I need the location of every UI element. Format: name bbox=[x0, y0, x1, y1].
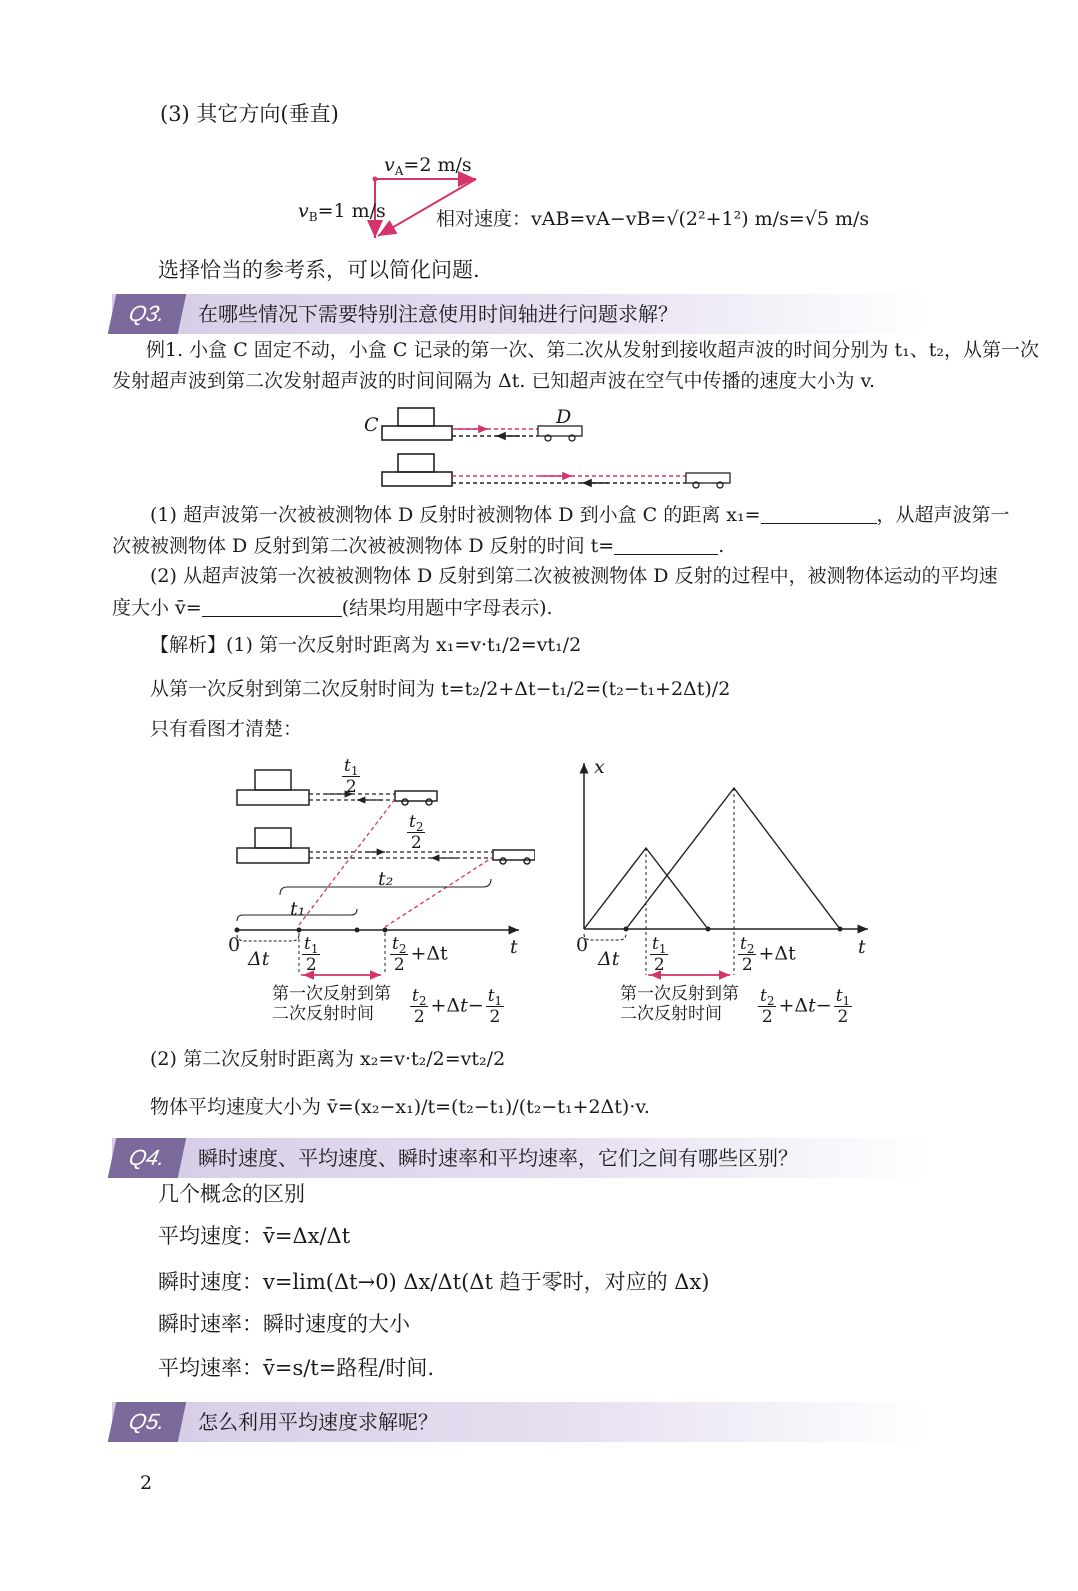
label-zero: 0 bbox=[228, 934, 241, 956]
va-label: $v_A=2$ m/s bbox=[384, 154, 472, 178]
tick-t1-half: $\frac{t_1}{2}$ bbox=[304, 934, 319, 975]
tick-t2-half-dt-right: $\frac{t_2}{2}$ +Δt bbox=[740, 934, 796, 975]
page-number: 2 bbox=[140, 1472, 153, 1494]
label-t2-half: $\frac{t_2}{2}$ bbox=[409, 812, 424, 853]
inst-velocity-def: 瞬时速度：v=lim(Δt→0) Δx/Δt(Δt 趋于零时，对应的 Δx) bbox=[158, 1270, 710, 1294]
example-line-1: 例1. 小盒 C 固定不动，小盒 C 记录的第一次、第二次从发射到接收超声波的时间分别为 t₁、t₂，从第一次 bbox=[146, 339, 1039, 361]
label-t2: t₂ bbox=[378, 868, 394, 890]
q3-title: 在哪些情况下需要特别注意使用时间轴进行问题求解？ bbox=[198, 302, 678, 326]
car-d-bottom bbox=[686, 473, 730, 488]
question-2-cont: 度大小 v̄= (结果均用题中字母表示). bbox=[112, 597, 553, 619]
tick-t2-half-dt: $\frac{t_2}{2}$ +Δt bbox=[392, 934, 448, 975]
label-t-axis: t bbox=[510, 936, 518, 958]
example-line-2: 发射超声波到第二次发射超声波的时间间隔为 Δt. 已知超声波在空气中传播的速度大小为 v. bbox=[112, 370, 876, 392]
q4-tag: Q4. bbox=[108, 1138, 187, 1178]
label-dt-right: Δt bbox=[598, 948, 620, 970]
analysis-2: 从第一次反射到第二次反射时间为 t=t₂/2+Δt−t₁/2=(t₂−t₁+2Δt)/2 bbox=[150, 678, 731, 700]
caption-right-formula: $\frac{t_2}{2}$ +Δt− $\frac{t_1}{2}$ bbox=[760, 986, 851, 1027]
avg-speed-def: 平均速率：v̄=s/t=路程/时间. bbox=[158, 1356, 435, 1380]
label-t1: t₁ bbox=[290, 898, 306, 920]
label-x-axis: x bbox=[594, 756, 605, 778]
label-zero-right: 0 bbox=[576, 934, 589, 956]
q3-header bbox=[112, 294, 932, 334]
q4-intro: 几个概念的区别 bbox=[158, 1182, 305, 1206]
caption-left-formula: $\frac{t_2}{2}$ +Δt− $\frac{t_1}{2}$ bbox=[412, 986, 503, 1027]
question-1-cont: 次被被测物体 D 反射到第二次被被测物体 D 反射的时间 t= . bbox=[112, 535, 725, 557]
label-c: C bbox=[364, 414, 379, 436]
analysis-1: 【解析】(1) 第一次反射时距离为 x₁=v·t₁/2=vt₁/2 bbox=[150, 634, 582, 656]
conclusion-text: 选择恰当的参考系，可以简化问题. bbox=[158, 258, 480, 282]
q5-header bbox=[112, 1402, 932, 1442]
blank-vbar[interactable] bbox=[202, 598, 342, 617]
label-d: D bbox=[556, 406, 572, 428]
caption-left: 第一次反射到第 二次反射时间 bbox=[272, 984, 391, 1024]
caption-right: 第一次反射到第 二次反射时间 bbox=[620, 984, 739, 1024]
analysis-4: 物体平均速度大小为 v̄=(x₂−x₁)/t=(t₂−t₁)/(t₂−t₁+2Δt)·v. bbox=[150, 1096, 650, 1118]
label-t-axis-right: t bbox=[858, 936, 866, 958]
q3-tag: Q3. bbox=[108, 294, 187, 334]
box-c-top bbox=[382, 408, 452, 440]
vb-label: $v_B=1$ m/s bbox=[298, 200, 386, 224]
inst-speed-def: 瞬时速率：瞬时速度的大小 bbox=[158, 1312, 410, 1336]
q5-tag: Q5. bbox=[108, 1402, 187, 1442]
question-2: (2) 从超声波第一次被被测物体 D 反射到第二次被被测物体 D 反射的过程中，被测物体运动的平均速 bbox=[150, 565, 998, 587]
analysis-3: (2) 第二次反射时距离为 x₂=v·t₂/2=vt₂/2 bbox=[150, 1048, 506, 1070]
question-1: (1) 超声波第一次被被测物体 D 反射时被测物体 D 到小盒 C 的距离 x₁= ，从超声波第一 bbox=[150, 504, 1010, 526]
blank-x1[interactable] bbox=[761, 505, 877, 524]
q4-title: 瞬时速度、平均速度、瞬时速率和平均速率，它们之间有哪些区别？ bbox=[198, 1146, 798, 1170]
q5-title: 怎么利用平均速度求解呢？ bbox=[198, 1410, 438, 1434]
section-heading: (3) 其它方向(垂直) bbox=[160, 102, 339, 126]
relative-velocity-formula: 相对速度：vAB=vA−vB=√(2²+1²) m/s=√5 m/s bbox=[436, 208, 870, 230]
avg-velocity-def: 平均速度：v̄=Δx/Δt bbox=[158, 1224, 351, 1248]
box-c-bottom bbox=[382, 454, 452, 486]
see-diagram: 只有看图才清楚： bbox=[150, 718, 303, 740]
blank-t[interactable] bbox=[614, 536, 718, 555]
tick-t1-half-right: $\frac{t_1}{2}$ bbox=[652, 934, 667, 975]
label-dt: Δt bbox=[248, 948, 270, 970]
q4-header bbox=[112, 1138, 932, 1178]
label-t1-half: $\frac{t_1}{2}$ bbox=[344, 756, 359, 797]
